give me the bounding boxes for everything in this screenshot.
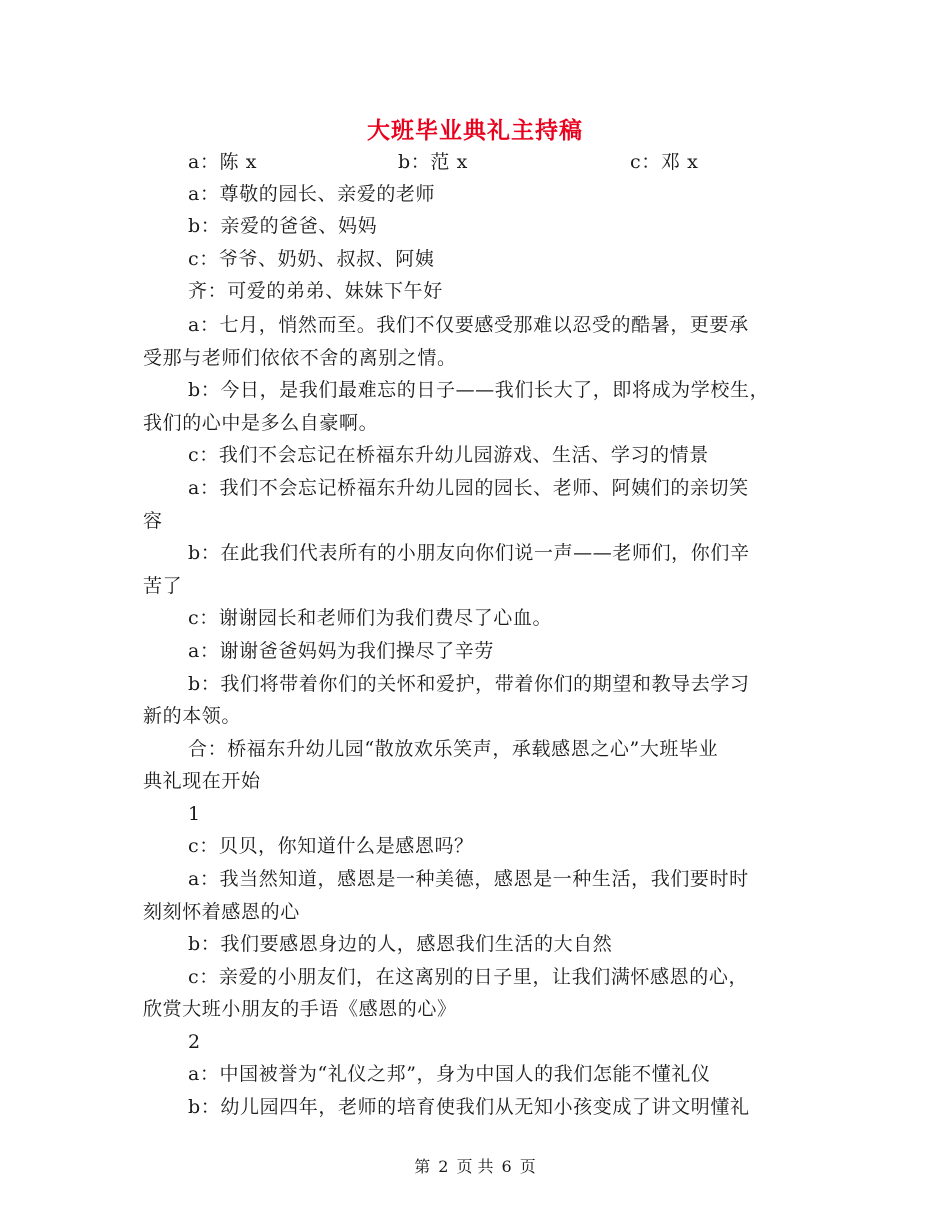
document-title: 大班毕业典礼主持稿 [367, 117, 583, 144]
current-page-number: 2 [438, 1157, 449, 1176]
text-line: c：贝贝，你知道什么是感恩吗？ [188, 835, 474, 857]
text-line: c：爷爷、奶奶、叔叔、阿姨 [188, 248, 435, 270]
text-line: 苦了 [143, 575, 183, 597]
text-line: 齐：可爱的弟弟、妹妹下午好 [188, 280, 443, 302]
text-line: 我们的心中是多么自豪啊。 [143, 412, 379, 434]
text-line: a：我当然知道，感恩是一种美德，感恩是一种生活，我们要时时 [188, 868, 749, 890]
text-line: b：亲爱的爸爸、妈妈 [188, 215, 378, 237]
text-line: 新的本领。 [143, 705, 242, 727]
text-line: b：今日，是我们最难忘的日子——我们长大了，即将成为学校生， [188, 379, 770, 401]
text-line: 合：桥福东升幼儿园“散放欢乐笑声，承载感恩之心”大班毕业 [188, 738, 719, 760]
host-a: a：陈 x [188, 151, 258, 173]
text-line: 2 [188, 1031, 201, 1053]
text-line: a：谢谢爸爸妈妈为我们操尽了辛劳 [188, 640, 494, 662]
text-line: b：幼儿园四年，老师的培育使我们从无知小孩变成了讲文明懂礼 [188, 1096, 750, 1118]
text-line: 欣赏大班小朋友的手语《感恩的心》 [143, 998, 457, 1020]
text-line: 1 [188, 803, 201, 825]
text-line: a：七月，悄然而至。我们不仅要感受那难以忍受的酷暑，更要承 [188, 314, 749, 336]
text-line: a：中国被誉为“礼仪之邦”，身为中国人的我们怎能不懂礼仪 [188, 1063, 711, 1085]
text-line: a：我们不会忘记桥福东升幼儿园的园长、老师、阿姨们的亲切笑 [188, 477, 749, 499]
text-line: b：在此我们代表所有的小朋友向你们说一声——老师们，你们辛 [188, 542, 750, 564]
text-line: b：我们将带着你们的关怀和爱护，带着你们的期望和教导去学习 [188, 673, 750, 695]
host-b: b：范 x [398, 151, 468, 173]
text-line: 容 [143, 510, 163, 532]
text-line: 刻刻怀着感恩的心 [143, 901, 300, 923]
text-line: 典礼现在开始 [143, 770, 261, 792]
page-footer [0, 1154, 950, 1177]
total-page-number: 6 [501, 1157, 512, 1176]
footer-suffix: 页 [519, 1157, 536, 1176]
text-line: 受那与老师们依依不舍的离别之情。 [143, 347, 457, 369]
footer-mid: 页 共 [456, 1157, 494, 1176]
text-line: c：我们不会忘记在桥福东升幼儿园游戏、生活、学习的情景 [188, 444, 709, 466]
text-line: c：谢谢园长和老师们为我们费尽了心血。 [188, 607, 553, 629]
text-line: c：亲爱的小朋友们，在这离别的日子里，让我们满怀感恩的心， [188, 966, 749, 988]
text-line: a：尊敬的园长、亲爱的老师 [188, 183, 436, 205]
text-line: b：我们要感恩身边的人，感恩我们生活的大自然 [188, 933, 613, 955]
host-c: c：邓 x [630, 151, 699, 173]
footer-prefix: 第 [414, 1157, 431, 1176]
